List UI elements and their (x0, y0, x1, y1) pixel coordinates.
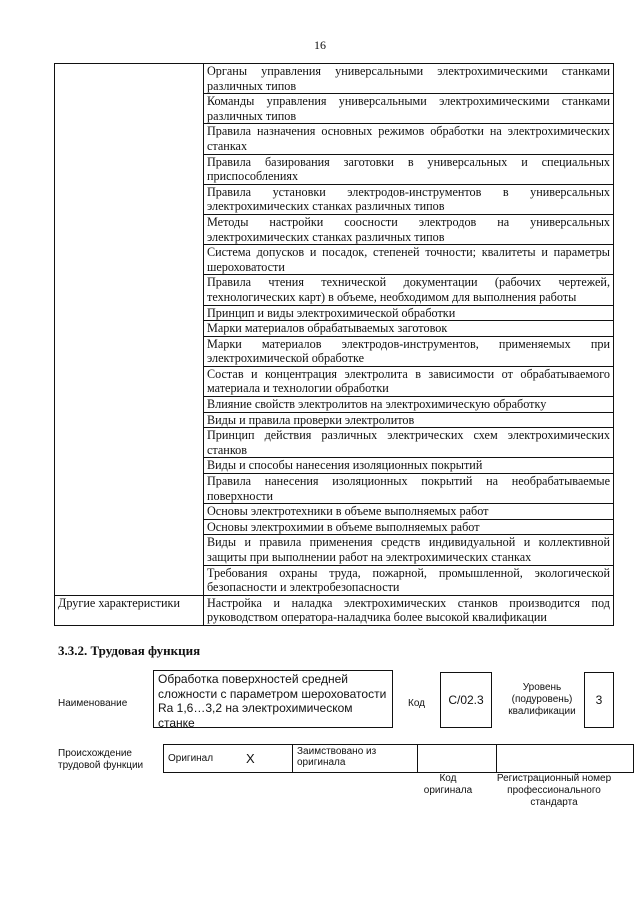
origin-label (58, 748, 154, 772)
registration-caption: Регистрационный номер профессионального стандарта (496, 773, 612, 808)
knowledge-row (55, 64, 614, 94)
knowledge-item: Виды и правила применения средств индивидуальной и коллективной защиты при выполнении работ на электрохимических станках (204, 535, 614, 565)
borrowed-label: Заимствовано из оригинала (293, 745, 418, 773)
other-characteristics-row (55, 595, 614, 625)
knowledge-item: Марки материалов обрабатываемых заготовок (204, 321, 614, 337)
other-characteristics-label: Другие характеристики (55, 595, 204, 625)
knowledge-item: Виды и правила проверки электролитов (204, 412, 614, 428)
origin-label-text: Происхождение трудовой функции (58, 748, 144, 771)
knowledge-item: Состав и концентрация электролита в зависимости от обрабатываемого материала и технологии обработки (204, 366, 614, 396)
qualification-level-label: Уровень (подуровень) квалификации (508, 682, 576, 717)
registration-number-cell (497, 745, 634, 773)
function-code-value: C/02.3 (440, 672, 492, 728)
function-name-value: Обработка поверхностей средней сложности с параметром шероховатости Ra 1,6…3,2 на электрохимическом станке (153, 670, 393, 728)
original-mark: X (242, 745, 293, 773)
original-label: Оригинал (164, 745, 243, 773)
section-heading: 3.3.2. Трудовая функция (58, 643, 201, 658)
page-number: 16 (314, 38, 326, 52)
origin-table (163, 744, 634, 773)
name-label: Наименование (58, 698, 128, 709)
knowledge-item: Система допусков и посадок, степеней точности; квалитеты и параметры шероховатости (204, 245, 614, 275)
knowledge-item: Правила базирования заготовки в универсальных и специальных приспособлениях (204, 154, 614, 184)
knowledge-item: Органы управления универсальными электрохимическими станками различных типов (204, 64, 614, 94)
knowledge-item: Марки материалов электродов-инструментов, применяемых при электрохимической обработке (204, 336, 614, 366)
knowledge-item: Требования охраны труда, пожарной, промышленной, экологической безопасности и электробезопасности (204, 565, 614, 595)
knowledge-item: Правила установки электродов-инструментов в универсальных электрохимических станках различных типов (204, 184, 614, 214)
knowledge-item: Влияние свойств электролитов на электрохимическую обработку (204, 397, 614, 413)
knowledge-item: Правила нанесения изоляционных покрытий на необрабатываемые поверхности (204, 474, 614, 504)
knowledge-item: Виды и способы нанесения изоляционных покрытий (204, 458, 614, 474)
knowledge-item: Методы настройки соосности электродов на универсальных электрохимических станках различных типов (204, 214, 614, 244)
original-code-cell (418, 745, 497, 773)
knowledge-item: Команды управления универсальными электрохимическими станками различных типов (204, 94, 614, 124)
code-caption (412, 773, 484, 797)
code-label: Код (408, 698, 426, 709)
knowledge-item: Правила чтения технической документации (рабочих чертежей, технологических карт) в объеме, необходимом для выполнения работы (204, 275, 614, 305)
knowledge-item: Правила назначения основных режимов обработки на электрохимических станках (204, 124, 614, 154)
other-characteristics-text: Настройка и наладка электрохимических станков производится под руководством оператора-наладчика более высокой квалификации (204, 595, 614, 625)
knowledge-item: Основы электротехники в объеме выполняемых работ (204, 504, 614, 520)
qualification-level-value: 3 (584, 672, 614, 728)
knowledge-label-cell (55, 64, 204, 596)
knowledge-item: Принцип действия различных электрических схем электрохимических станков (204, 428, 614, 458)
knowledge-table (54, 63, 614, 626)
knowledge-table-body (55, 64, 614, 626)
knowledge-item: Основы электрохимии в объеме выполняемых работ (204, 519, 614, 535)
code-caption-text: Код оригинала (423, 773, 473, 796)
knowledge-item: Принцип и виды электрохимической обработки (204, 305, 614, 321)
